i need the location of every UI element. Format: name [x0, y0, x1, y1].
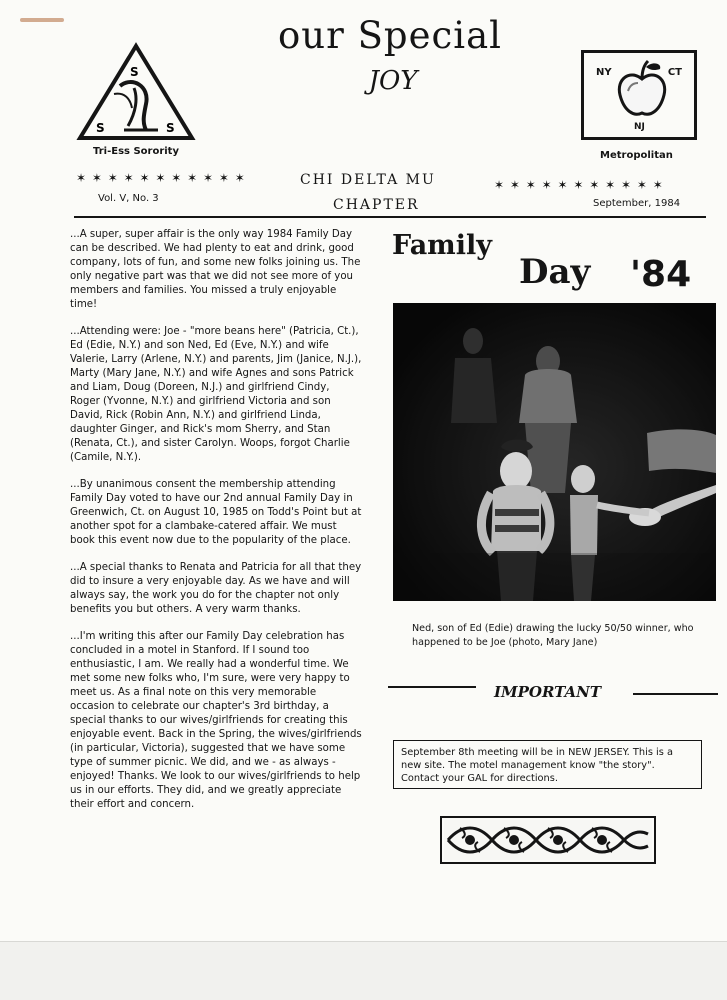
svg-text:S: S [166, 121, 175, 135]
meeting-notice: September 8th meeting will be in NEW JERSEY. This is a new site. The motel management know "the story". Contact your GAL for directions. [393, 740, 702, 789]
logo-label-nj: NJ [634, 122, 645, 132]
chapter-name: CHI DELTA MU [300, 172, 436, 188]
feature-title-family: Family [392, 230, 492, 261]
photo-caption: Ned, son of Ed (Edie) drawing the lucky 50/50 winner, who happened to be Joe (photo, Mary Jane) [412, 623, 694, 648]
right-logo-caption: Metropolitan [600, 150, 673, 161]
paper-mark [20, 18, 64, 22]
background-below-page [0, 942, 727, 1000]
stars-divider-right: ✶ ✶ ✶ ✶ ✶ ✶ ✶ ✶ ✶ ✶ ✶ [494, 178, 664, 192]
important-rule-right [633, 693, 718, 695]
article-paragraph: ...By unanimous consent the membership attending Family Day voted to have our 2nd annual Family Day in Greenwich, Ct. on August 10, 1985 on Todd's Point but at another spot for a clambake-catered affair. We must book this event now due to the popularity of the place. [70, 479, 362, 546]
decorative-border-ornament [440, 816, 656, 864]
article-paragraph: ...A special thanks to Renata and Patricia for all that they did to insure a very enjoyable day. As we have and will always say, the work you do for the chapter not only benefits you but others. A very warm thanks. [70, 562, 362, 615]
logo-label-ct: CT [667, 67, 682, 78]
svg-text:S: S [130, 65, 139, 79]
tri-ess-logo-icon [76, 42, 196, 142]
svg-text:S: S [96, 121, 105, 135]
article-paragraph: ...A super, super affair is the only way 1984 Family Day can be described. We had plenty to eat and drink, good company, lots of fun, and some new folks joining us. The only negative part was that we did not see more of you members and families. You missed a truly enjoyable time! [70, 229, 361, 310]
important-heading: IMPORTANT [494, 683, 602, 701]
apple-icon [614, 57, 670, 123]
ornament-pattern-icon [444, 820, 652, 860]
article-paragraph: ...Attending were: Joe - "more beans here" (Patricia, Ct.), Ed (Edie, N.Y.) and son Ned, Ed (Eve, N.Y.) and wife Valerie, Larry (Arlene, N.Y.) and parents, Jim (Janice, N.J.), Marty (Mary Jane, N.Y.) and wife Agnes and sons Patrick and Liam, Doug (Doreen, N.J.) and girlfriend Cindy, Roger (Yvonne, N.Y.) and girlfriend Victoria and son David, Rick (Robin Ann, N.Y.) and girlfriend Linda, daughter Ginger, and Rick's mom Sherry, and Stan (Renata, Ct.), and sister Carolyn. Woops, forgot Charlie (Camile, N.Y.). [70, 326, 362, 463]
masthead-title: our Special [278, 14, 502, 57]
logo-label-ny: NY [596, 67, 612, 78]
important-rule-left [388, 686, 476, 688]
volume-number: Vol. V, No. 3 [98, 193, 159, 204]
masthead-rule [74, 216, 706, 218]
photo-image [393, 303, 716, 601]
family-day-photo [393, 303, 716, 601]
stars-divider-left: ✶ ✶ ✶ ✶ ✶ ✶ ✶ ✶ ✶ ✶ ✶ [76, 171, 246, 185]
chapter-label: CHAPTER [333, 197, 420, 213]
feature-title-day: Day [519, 252, 591, 292]
left-logo-caption: Tri-Ess Sorority [93, 146, 179, 157]
issue-date: September, 1984 [593, 198, 681, 209]
article-paragraph: ...I'm writing this after our Family Day celebration has concluded in a motel in Stanford. If I sound too enthusiastic, I am. We really had a wonderful time. We met some new folks who, I'm sure, were very happy to meet us. As a final note on this very memorable occasion to celebrate our chapter's 3rd birthday, a special thanks to our wives/girlfriends for creating this enjoyable event. Back in the Spring, the wives/girlfriends (in particular, Victoria), suggested that we have some type of summer picnic. We did, and we - as always - enjoyed! Thanks. We look to our wives/girlfriends to help us in our efforts. They did, and we greatly appreciate their effort and concern. [70, 631, 362, 810]
feature-title-year: '84 [630, 254, 692, 295]
masthead-subtitle: JOY [368, 66, 418, 96]
family-day-article [70, 228, 362, 825]
metropolitan-logo [581, 50, 697, 140]
